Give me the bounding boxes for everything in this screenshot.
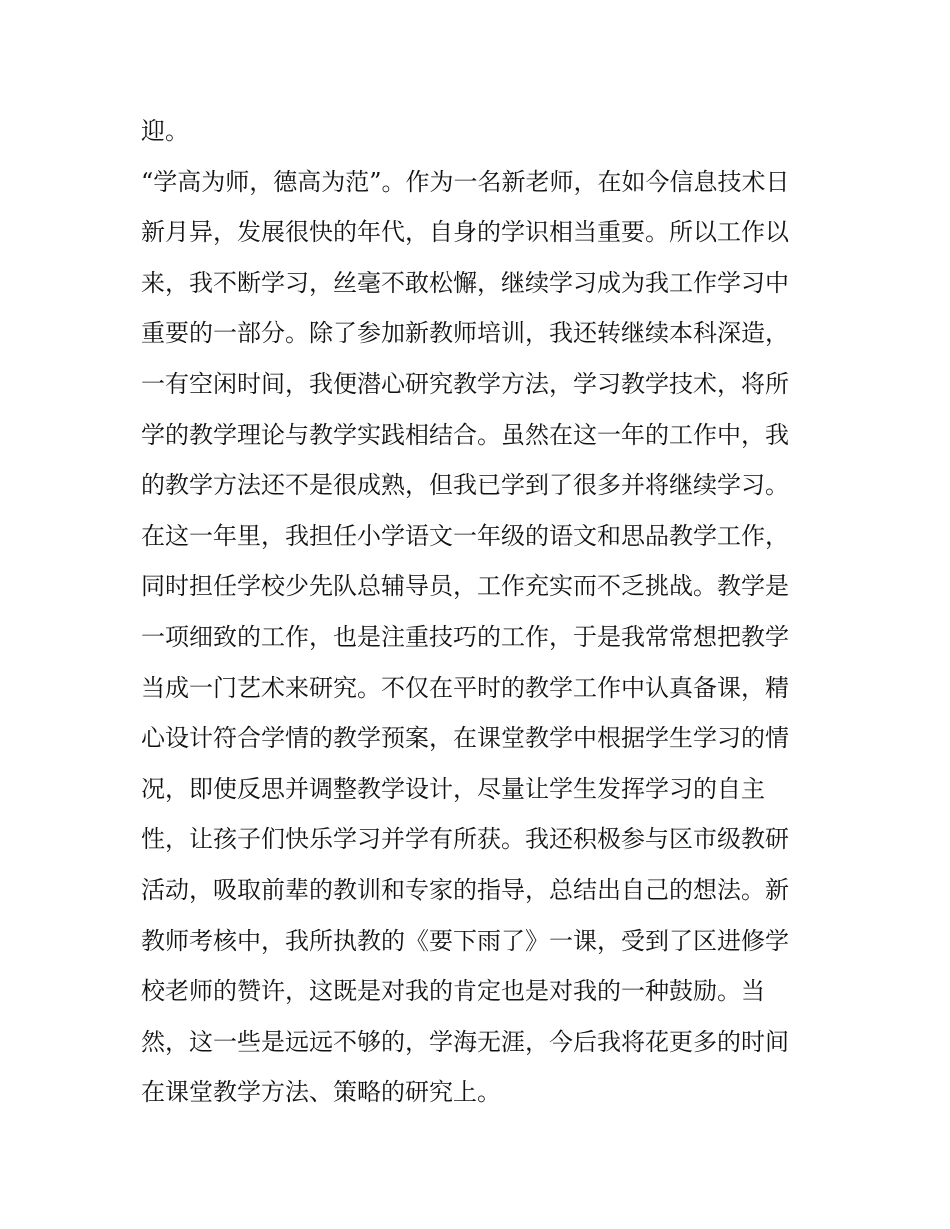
text-line: “学高为师，德高为范”。作为一名新老师，在如今信息技术日 <box>141 167 790 196</box>
text-line: 同时担任学校少先队总辅导员，工作充实而不乏挑战。教学是 <box>141 572 789 601</box>
text-line: 一有空闲时间，我便潜心研究教学方法，学习教学技术，将所 <box>141 369 789 398</box>
text-line: 然，这一些是远远不够的，学海无涯，今后我将花更多的时间 <box>141 1027 789 1056</box>
text-line: 教师考核中，我所执教的《要下雨了》一课，受到了区进修学 <box>141 926 789 955</box>
text-line: 新月异，发展很快的年代，自身的学识相当重要。所以工作以 <box>141 218 789 247</box>
text-line: 来，我不断学习，丝毫不敢松懈，继续学习成为我工作学习中 <box>141 268 789 297</box>
text-line: 学的教学理论与教学实践相结合。虽然在这一年的工作中，我 <box>141 420 789 449</box>
text-line: 况，即使反思并调整教学设计，尽量让学生发挥学习的自主 <box>141 774 765 803</box>
text-line: 重要的一部分。除了参加新教师培训，我还转继续本科深造， <box>141 319 789 348</box>
body-text <box>141 106 841 1118</box>
text-line: 活动，吸取前辈的教训和专家的指导，总结出自己的想法。新 <box>141 875 789 904</box>
text-line: 当成一门艺术来研究。不仅在平时的教学工作中认真备课，精 <box>141 673 789 702</box>
text-line: 的教学方法还不是很成熟，但我已学到了很多并将继续学习。 <box>141 471 789 500</box>
text-line: 校老师的赞许，这既是对我的肯定也是对我的一种鼓励。当 <box>141 977 765 1006</box>
text-line: 一项细致的工作，也是注重技巧的工作，于是我常常想把教学 <box>141 622 789 651</box>
text-line: 迎。 <box>141 117 189 145</box>
text-line: 在这一年里，我担任小学语文一年级的语文和思品教学工作， <box>141 521 789 550</box>
text-line: 心设计符合学情的教学预案，在课堂教学中根据学生学习的情 <box>141 724 789 753</box>
text-line: 性，让孩子们快乐学习并学有所获。我还积极参与区市级教研 <box>141 825 789 854</box>
text-line: 在课堂教学方法、策略的研究上。 <box>141 1078 501 1107</box>
